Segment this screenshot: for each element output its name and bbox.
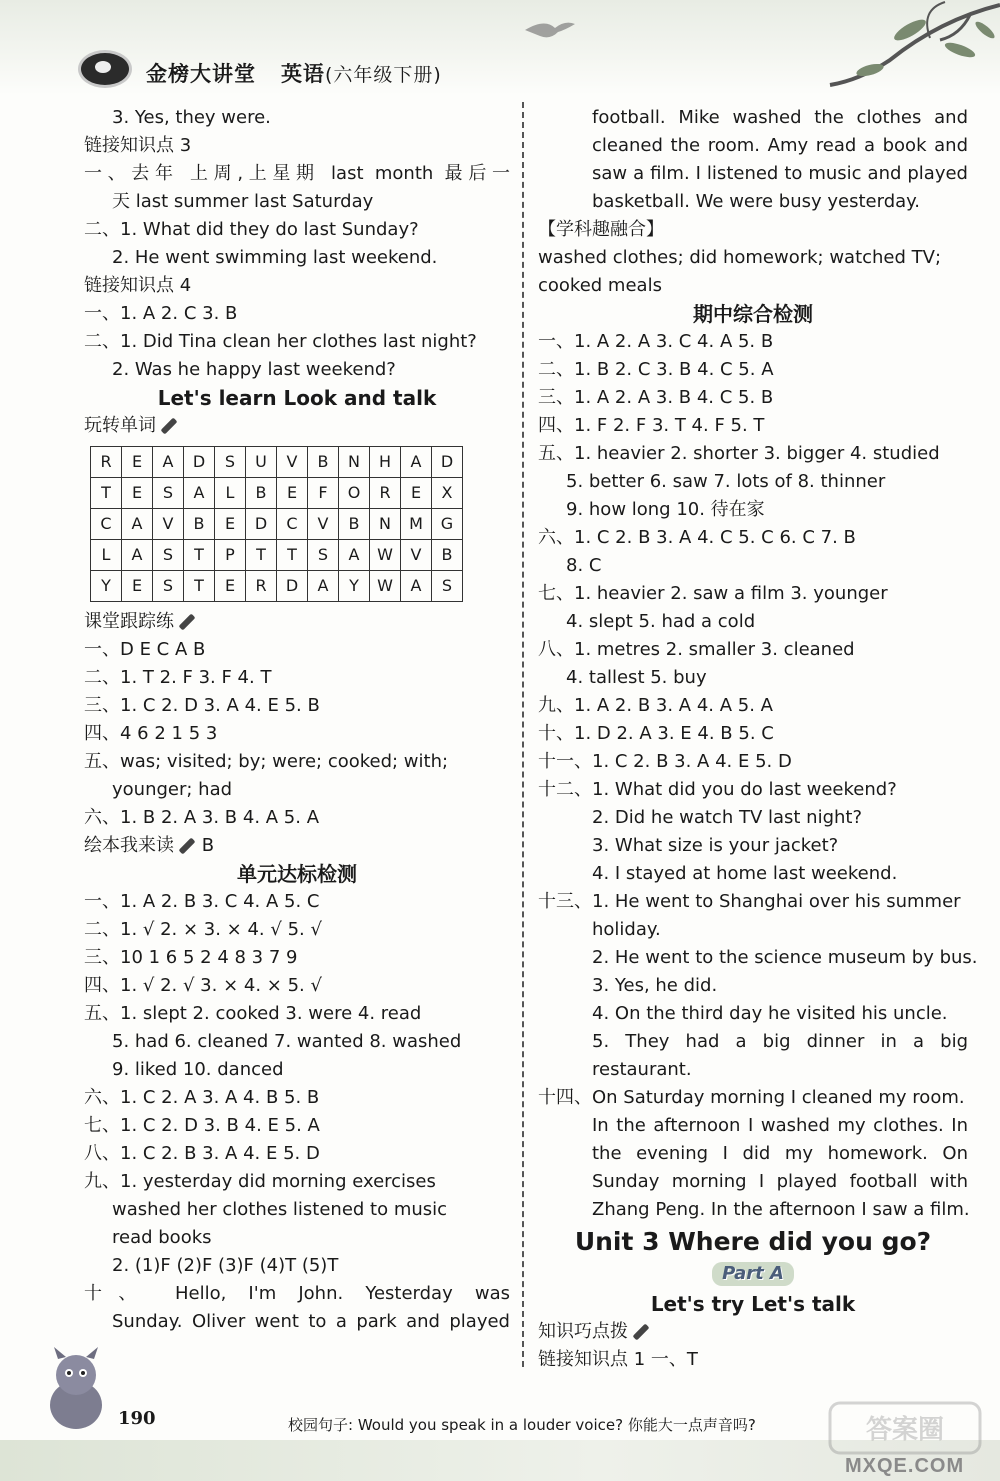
answer-line <box>538 972 968 1000</box>
grid-cell: S <box>153 571 184 602</box>
grid-cell: N <box>370 509 401 540</box>
answer-line <box>538 916 968 944</box>
word-search-grid <box>90 446 463 602</box>
line-text: 3. What size is your jacket? <box>592 835 839 856</box>
line-text: 2. He went to the science museum by bus. <box>592 947 978 968</box>
grid-cell: W <box>370 540 401 571</box>
part-badge: Part A <box>712 1262 794 1286</box>
line-text: 二、1. What did they do last Sunday? <box>84 219 419 240</box>
subsection-label <box>84 832 510 860</box>
line-text: 五、1. slept 2. cooked 3. were 4. read <box>84 1003 422 1024</box>
section-heading <box>538 1224 968 1260</box>
line-text: 二、1. Did Tina clean her clothes last night? <box>84 331 477 352</box>
answer-line <box>84 356 510 384</box>
line-text: 十、 Hello, I'm John. Yesterday was <box>84 1283 510 1304</box>
line-text: 8. C <box>566 555 602 576</box>
grid-cell: A <box>339 540 370 571</box>
header-title <box>146 58 442 88</box>
grid-cell: A <box>401 571 432 602</box>
line-text: 4. I stayed at home last weekend. <box>592 863 898 884</box>
section-heading <box>538 300 968 328</box>
grid-cell: E <box>122 447 153 478</box>
subsection-label <box>84 608 510 636</box>
answer-line <box>538 748 968 776</box>
page-number: 190 <box>118 1408 156 1429</box>
grid-cell: V <box>401 540 432 571</box>
answer-line <box>84 636 510 664</box>
grid-cell: D <box>432 447 463 478</box>
line-text: 9. liked 10. danced <box>112 1059 284 1080</box>
answer-line <box>538 1056 968 1084</box>
answer-line <box>84 1000 510 1028</box>
grid-row <box>91 571 463 602</box>
section-heading <box>538 1260 968 1290</box>
line-text: 十一、1. C 2. B 3. A 4. E 5. D <box>538 751 792 772</box>
answer-line <box>538 776 968 804</box>
answer-line <box>538 1000 968 1028</box>
grid-cell: T <box>246 540 277 571</box>
answer-line <box>538 664 968 692</box>
answer-line <box>538 1028 968 1056</box>
line-text: 一、1. A 2. B 3. C 4. A 5. C <box>84 891 320 912</box>
grid-cell: N <box>339 447 370 478</box>
answer-line <box>84 300 510 328</box>
line-text: holiday. <box>592 919 661 940</box>
answer-line <box>84 916 510 944</box>
answer-line <box>84 692 510 720</box>
line-text: 期中综合检测 <box>693 302 813 326</box>
answer-line <box>84 132 510 160</box>
grid-row <box>91 478 463 509</box>
answer-line <box>538 384 968 412</box>
grid-cell: B <box>184 509 215 540</box>
line-text: 六、1. C 2. B 3. A 4. C 5. C 6. C 7. B <box>538 527 856 548</box>
line-text: 七、1. C 2. D 3. B 4. E 5. A <box>84 1115 320 1136</box>
line-text: 十四、On Saturday morning I cleaned my room. <box>538 1087 965 1108</box>
line-text: 绘本我来读 <box>84 835 174 856</box>
answer-line <box>84 216 510 244</box>
grid-row <box>91 540 463 571</box>
grid-cell: G <box>432 509 463 540</box>
line-text: 四、1. √ 2. √ 3. × 4. × 5. √ <box>84 975 322 996</box>
grid-cell: S <box>432 571 463 602</box>
line-text: 链接知识点 4 <box>84 275 192 296</box>
answer-line <box>538 440 968 468</box>
answer-line <box>84 776 510 804</box>
answer-line <box>84 888 510 916</box>
line-text: 十三、1. He went to Shanghai over his summer <box>538 891 961 912</box>
grid-cell: E <box>277 478 308 509</box>
line-text: 九、1. yesterday did morning exercises <box>84 1171 436 1192</box>
line-suffix: B <box>196 835 215 856</box>
grid-cell: T <box>91 478 122 509</box>
grid-cell: F <box>308 478 339 509</box>
answer-line <box>84 1308 510 1336</box>
left-column <box>84 104 510 1336</box>
answer-line <box>84 804 510 832</box>
answer-line <box>84 1196 510 1224</box>
column-divider <box>522 102 524 1367</box>
grid-cell: L <box>91 540 122 571</box>
line-text: 三、1. A 2. A 3. B 4. C 5. B <box>538 387 774 408</box>
subsection-label <box>84 412 510 440</box>
grid-row <box>91 509 463 540</box>
answer-line <box>84 664 510 692</box>
grid-cell: R <box>91 447 122 478</box>
grid-cell: D <box>277 571 308 602</box>
pencil-icon <box>633 1324 650 1341</box>
grid-cell: A <box>308 571 339 602</box>
answer-line <box>538 1346 968 1374</box>
grid-cell: E <box>215 509 246 540</box>
grid-cell: S <box>215 447 246 478</box>
grid-cell: S <box>308 540 339 571</box>
grid-cell: R <box>370 478 401 509</box>
line-text: 三、10 1 6 5 2 4 8 3 7 9 <box>84 947 298 968</box>
line-text: 【学科趣融合】 <box>538 219 664 240</box>
grid-row <box>91 447 463 478</box>
grid-cell: C <box>91 509 122 540</box>
line-text: 9. how long 10. 待在家 <box>566 499 765 520</box>
book-logo-icon <box>78 50 132 88</box>
answer-line <box>538 720 968 748</box>
grid-cell: O <box>339 478 370 509</box>
grid-cell: C <box>277 509 308 540</box>
grid-cell: H <box>370 447 401 478</box>
line-text: saw a film. I listened to music and played <box>592 163 968 184</box>
subsection-label <box>538 1318 968 1346</box>
section-heading <box>84 384 510 412</box>
cartoon-mascot-icon <box>36 1345 116 1435</box>
line-text: Zhang Peng. In the afternoon I saw a film. <box>592 1199 970 1220</box>
answer-line <box>84 272 510 300</box>
grid-cell: L <box>215 478 246 509</box>
line-text: 5. better 6. saw 7. lots of 8. thinner <box>566 471 886 492</box>
line-text: 3. Yes, he did. <box>592 975 718 996</box>
line-text: 二、1. T 2. F 3. F 4. T <box>84 667 272 688</box>
answer-line <box>538 160 968 188</box>
branch-decoration-icon <box>770 0 1000 90</box>
line-text: younger; had <box>112 779 233 800</box>
grade-label: (六年级下册) <box>324 64 442 86</box>
line-text: washed clothes; did homework; watched TV; <box>538 247 942 268</box>
answer-line <box>84 720 510 748</box>
subject-label: 英语 <box>280 62 325 86</box>
line-text: 课堂跟踪练 <box>84 611 174 632</box>
answer-line <box>538 216 968 244</box>
answer-line <box>538 1140 968 1168</box>
line-text: 2. Was he happy last weekend? <box>112 359 396 380</box>
answer-line <box>538 524 968 552</box>
watermark-text: MXQE.COM <box>845 1455 965 1477</box>
grid-cell: B <box>432 540 463 571</box>
grid-cell: V <box>153 509 184 540</box>
grid-cell: E <box>401 478 432 509</box>
grid-cell: A <box>122 509 153 540</box>
line-text: 3. Yes, they were. <box>112 107 271 128</box>
answer-line <box>538 104 968 132</box>
line-text: Unit 3 Where did you go? <box>574 1227 932 1256</box>
answer-line <box>538 188 968 216</box>
line-text: 十二、1. What did you do last weekend? <box>538 779 897 800</box>
line-text: 二、1. √ 2. × 3. × 4. √ 5. √ <box>84 919 322 940</box>
answer-line <box>538 328 968 356</box>
answer-line <box>538 132 968 160</box>
answer-line <box>538 888 968 916</box>
answer-line <box>84 1224 510 1252</box>
answer-line <box>84 1280 510 1308</box>
line-text: cooked meals <box>538 275 662 296</box>
line-text: washed her clothes listened to music <box>112 1199 448 1220</box>
line-text: 八、1. metres 2. smaller 3. cleaned <box>538 639 855 660</box>
line-text: 一、D E C A B <box>84 639 206 660</box>
line-text: 4. slept 5. had a cold <box>566 611 756 632</box>
grid-cell: D <box>246 509 277 540</box>
answer-line <box>84 160 510 188</box>
answer-line <box>84 1112 510 1140</box>
answer-line <box>84 748 510 776</box>
line-text: the evening I did my homework. On <box>592 1143 968 1164</box>
answer-line <box>84 944 510 972</box>
line-text: 一、1. A 2. A 3. C 4. A 5. B <box>538 331 774 352</box>
answer-line <box>538 468 968 496</box>
line-text: 天 last summer last Saturday <box>112 191 374 212</box>
line-text: restaurant. <box>592 1059 692 1080</box>
grid-cell: A <box>184 478 215 509</box>
grid-cell: X <box>432 478 463 509</box>
line-text: 七、1. heavier 2. saw a film 3. younger <box>538 583 888 604</box>
answer-line <box>538 580 968 608</box>
bird-decoration-icon <box>520 10 580 50</box>
pencil-icon <box>161 418 178 435</box>
grid-cell: V <box>308 509 339 540</box>
answer-line <box>538 804 968 832</box>
grid-cell: W <box>370 571 401 602</box>
line-text: 九、1. A 2. B 3. A 4. A 5. A <box>538 695 773 716</box>
grid-cell: A <box>153 447 184 478</box>
line-text: Let's learn Look and talk <box>157 386 437 410</box>
answer-line <box>84 1168 510 1196</box>
book-title: 金榜大讲堂 <box>146 62 256 86</box>
line-text: basketball. We were busy yesterday. <box>592 191 920 212</box>
answer-line <box>84 104 510 132</box>
answer-line <box>84 1056 510 1084</box>
section-heading <box>84 860 510 888</box>
pencil-icon <box>179 614 196 631</box>
answer-line <box>538 608 968 636</box>
answer-line <box>538 944 978 972</box>
answer-line <box>538 244 968 272</box>
answer-line <box>538 636 968 664</box>
pencil-icon <box>179 838 196 855</box>
line-text: 四、1. F 2. F 3. T 4. F 5. T <box>538 415 765 436</box>
answer-line <box>538 1084 968 1112</box>
grid-cell: R <box>246 571 277 602</box>
line-text: 2. He went swimming last weekend. <box>112 247 438 268</box>
line-text: 单元达标检测 <box>237 862 357 886</box>
answer-line <box>84 1084 510 1112</box>
line-text: 四、4 6 2 1 5 3 <box>84 723 218 744</box>
grid-cell: T <box>277 540 308 571</box>
line-text: 5. had 6. cleaned 7. wanted 8. washed <box>112 1031 462 1052</box>
grid-cell: A <box>401 447 432 478</box>
line-text: cleaned the room. Amy read a book and <box>592 135 968 156</box>
answer-line <box>538 1168 968 1196</box>
answer-line <box>538 692 968 720</box>
right-column <box>538 104 978 1374</box>
answer-line <box>84 972 510 1000</box>
line-text: 五、was; visited; by; were; cooked; with; <box>84 751 449 772</box>
line-text: 知识巧点拨 <box>538 1321 628 1342</box>
grid-cell: U <box>246 447 277 478</box>
grid-cell: M <box>401 509 432 540</box>
grid-cell: E <box>215 571 246 602</box>
answer-line <box>538 356 968 384</box>
line-text: 六、1. B 2. A 3. B 4. A 5. A <box>84 807 320 828</box>
line-text: 一、1. A 2. C 3. B <box>84 303 238 324</box>
grid-cell: T <box>184 540 215 571</box>
grid-cell: D <box>184 447 215 478</box>
page-header <box>0 0 1000 95</box>
line-text: 三、1. C 2. D 3. A 4. E 5. B <box>84 695 320 716</box>
line-text: 4. tallest 5. buy <box>566 667 707 688</box>
line-text: 4. On the third day he visited his uncle. <box>592 1003 948 1024</box>
line-text: 2. (1)F (2)F (3)F (4)T (5)T <box>112 1255 339 1276</box>
answer-line <box>538 1196 968 1224</box>
line-text: football. Mike washed the clothes and <box>592 107 968 128</box>
grid-cell: E <box>122 571 153 602</box>
line-text: Let's try Let's talk <box>650 1292 856 1316</box>
grid-cell: S <box>153 540 184 571</box>
answer-line <box>538 552 968 580</box>
answer-line <box>538 272 968 300</box>
line-text: 二、1. B 2. C 3. B 4. C 5. A <box>538 359 774 380</box>
line-text: Sunday. Oliver went to a park and played <box>112 1311 510 1332</box>
grid-cell: S <box>153 478 184 509</box>
answer-line <box>84 1140 510 1168</box>
grid-cell: P <box>215 540 246 571</box>
grid-cell: E <box>122 478 153 509</box>
line-text: read books <box>112 1227 212 1248</box>
line-text: 链接知识点 1 一、T <box>538 1349 698 1370</box>
line-text: 2. Did he watch TV last night? <box>592 807 863 828</box>
answer-line <box>538 412 968 440</box>
line-text: 链接知识点 3 <box>84 135 192 156</box>
answer-line <box>84 328 510 356</box>
answer-line <box>538 860 968 888</box>
answer-line <box>538 832 968 860</box>
answer-line <box>84 244 510 272</box>
campus-sentence: 校园句子: Would you speak in a louder voice? 你能大一点声音吗? <box>288 1416 756 1434</box>
answer-line <box>84 1028 510 1056</box>
grid-cell: B <box>308 447 339 478</box>
answer-line <box>538 1112 968 1140</box>
grid-cell: V <box>277 447 308 478</box>
answer-line <box>84 1252 510 1280</box>
svg-text:答案圈: 答案圈 <box>865 1415 945 1445</box>
line-text: 玩转单词 <box>84 415 156 436</box>
grid-cell: Y <box>339 571 370 602</box>
line-text: 5. They had a big dinner in a big <box>592 1031 968 1052</box>
section-heading <box>538 1290 968 1318</box>
line-text: Sunday morning I played football with <box>592 1171 968 1192</box>
line-text: 五、1. heavier 2. shorter 3. bigger 4. studied <box>538 443 940 464</box>
line-text: 十、1. D 2. A 3. E 4. B 5. C <box>538 723 774 744</box>
grid-cell: T <box>184 571 215 602</box>
answer-line <box>84 188 510 216</box>
line-text: 八、1. C 2. B 3. A 4. E 5. D <box>84 1143 320 1164</box>
grid-cell: A <box>122 540 153 571</box>
grid-cell: B <box>246 478 277 509</box>
grid-cell: Y <box>91 571 122 602</box>
line-text: 一、去年 上周,上星期 last month 最后一 <box>84 163 510 184</box>
line-text: In the afternoon I washed my clothes. In <box>592 1115 968 1136</box>
grid-cell: B <box>339 509 370 540</box>
line-text: 六、1. C 2. A 3. A 4. B 5. B <box>84 1087 320 1108</box>
answer-line <box>538 496 968 524</box>
